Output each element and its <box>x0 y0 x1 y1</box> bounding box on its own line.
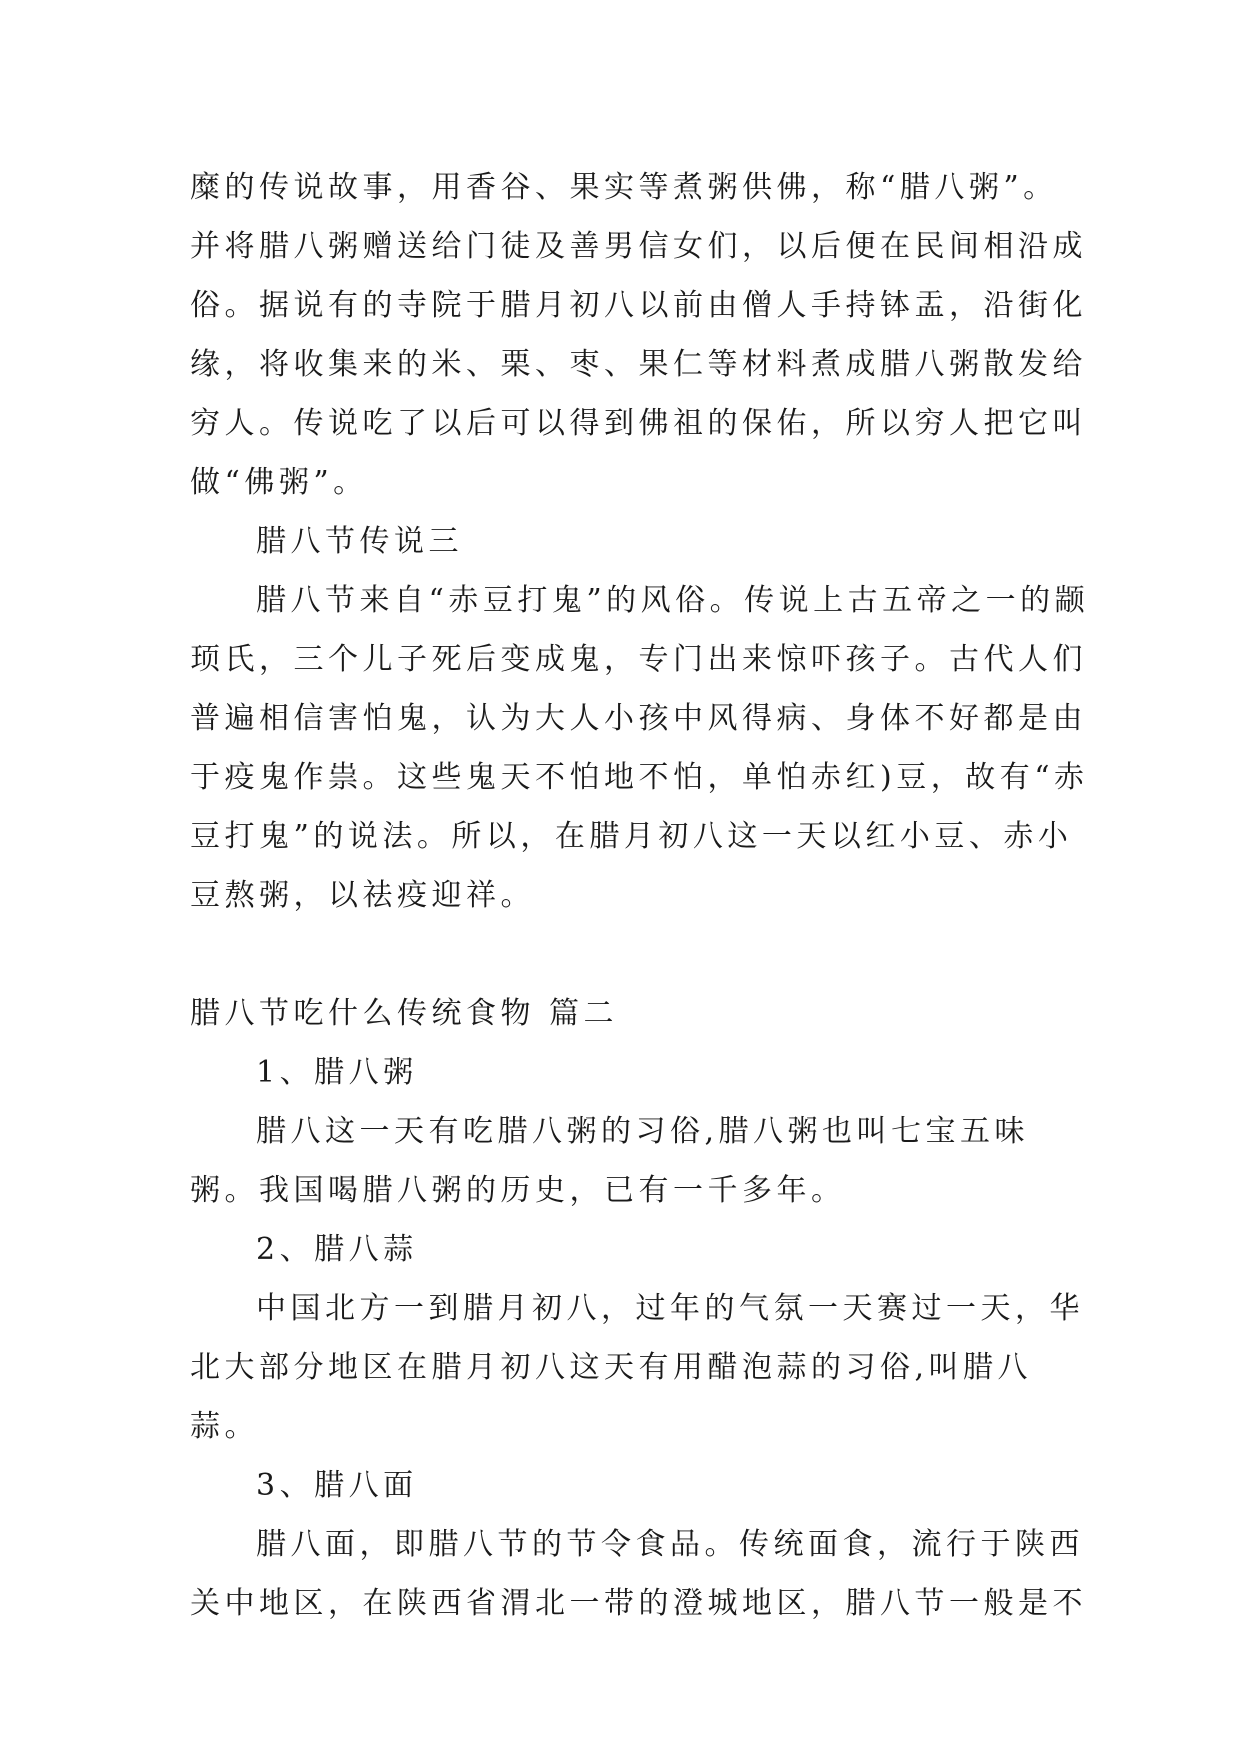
item-text-laba-porridge: 腊八这一天有吃腊八粥的习俗,腊八粥也叫七宝五味粥。我国喝腊八粥的历史，已有一千多年。 <box>190 1114 1030 1208</box>
item-text-laba-noodles: 腊八面，即腊八节的节令食品。传统面食，流行于陕西关中地区，在陕西省渭北一带的澄城地区，腊八节一般是不 <box>190 1527 1087 1621</box>
item-title-laba-garlic: 2、腊八蒜 <box>256 1232 418 1267</box>
section-title-part2: 腊八节吃什么传统食物 篇二 <box>190 996 619 1031</box>
heading-legend-3: 腊八节传说三 <box>256 524 463 559</box>
paragraph-legend-3: 腊八节来自“赤豆打鬼”的风俗。传说上古五帝之一的颛顼氏，三个儿子死后变成鬼，专门出来惊吓孩子。古代人们普遍相信害怕鬼，认为大人小孩中风得病、身体不好都是由于疫鬼作祟。这些鬼天不怕地不怕，单怕赤红)豆，故有“赤豆打鬼”的说法。所以，在腊月初八这一天以红小豆、赤小豆熬粥，以祛疫迎祥。 <box>190 583 1090 913</box>
item-text-laba-garlic: 中国北方一到腊月初八，过年的气氛一天赛过一天，华北大部分地区在腊月初八这天有用醋泡蒜的习俗,叫腊八蒜。 <box>190 1291 1084 1444</box>
item-title-laba-noodles: 3、腊八面 <box>256 1468 418 1503</box>
document-body <box>190 158 1090 1633</box>
paragraph-legend2-continued: 糜的传说故事，用香谷、果实等煮粥供佛，称“腊八粥”。并将腊八粥赠送给门徒及善男信女们，以后便在民间相沿成俗。据说有的寺院于腊月初八以前由僧人手持钵盂，沿街化缘，将收集来的米、栗、枣、果仁等材料煮成腊八粥散发给穷人。传说吃了以后可以得到佛祖的保佑，所以穷人把它叫做“佛粥”。 <box>190 170 1087 500</box>
item-title-laba-porridge: 1、腊八粥 <box>256 1055 418 1090</box>
